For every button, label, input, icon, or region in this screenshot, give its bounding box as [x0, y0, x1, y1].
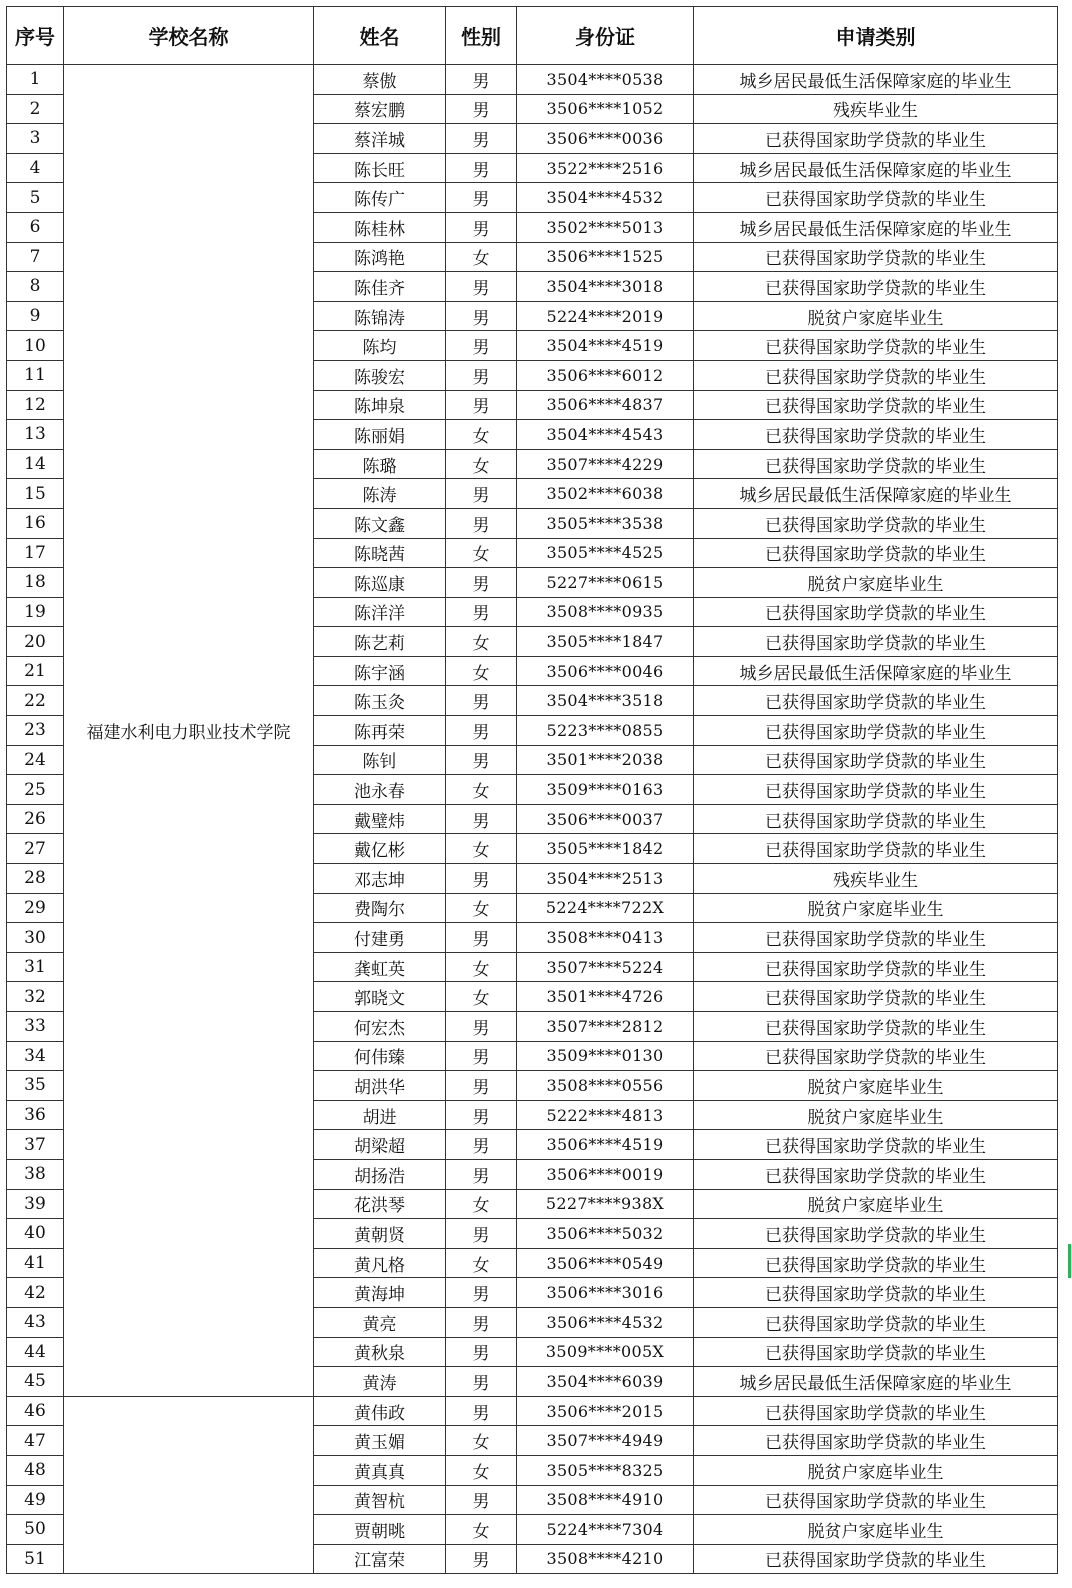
student-gender: 女	[446, 1426, 517, 1456]
student-id: 3504****2513	[517, 864, 694, 894]
student-gender: 男	[446, 508, 517, 538]
application-category: 已获得国家助学贷款的毕业生	[694, 627, 1058, 657]
student-gender: 女	[446, 538, 517, 568]
student-gender: 男	[446, 479, 517, 509]
student-name: 黄智杭	[314, 1485, 446, 1515]
application-category: 已获得国家助学贷款的毕业生	[694, 1219, 1058, 1249]
application-category: 脱贫户家庭毕业生	[694, 1455, 1058, 1485]
student-gender: 男	[446, 1307, 517, 1337]
student-id: 3506****3016	[517, 1278, 694, 1308]
student-name: 陈桂林	[314, 212, 446, 242]
application-category: 城乡居民最低生活保障家庭的毕业生	[694, 153, 1058, 183]
student-name: 黄朝贤	[314, 1219, 446, 1249]
row-index: 24	[7, 745, 64, 775]
row-index: 18	[7, 568, 64, 598]
student-id: 5223****0855	[517, 716, 694, 746]
student-id: 3504****0538	[517, 65, 694, 95]
row-index: 12	[7, 390, 64, 420]
row-index: 37	[7, 1130, 64, 1160]
student-gender: 男	[446, 1485, 517, 1515]
application-category: 脱贫户家庭毕业生	[694, 1071, 1058, 1101]
student-id: 3509****0130	[517, 1041, 694, 1071]
student-gender: 女	[446, 420, 517, 450]
application-category: 城乡居民最低生活保障家庭的毕业生	[694, 1367, 1058, 1397]
application-category: 已获得国家助学贷款的毕业生	[694, 390, 1058, 420]
student-name: 陈传广	[314, 183, 446, 213]
student-gender: 男	[446, 331, 517, 361]
student-id: 3506****1525	[517, 242, 694, 272]
student-gender: 女	[446, 952, 517, 982]
student-name: 陈锦涛	[314, 301, 446, 331]
student-name: 陈钊	[314, 745, 446, 775]
row-index: 30	[7, 923, 64, 953]
student-id: 5227****0615	[517, 568, 694, 598]
application-category: 已获得国家助学贷款的毕业生	[694, 952, 1058, 982]
student-name: 陈洋洋	[314, 597, 446, 627]
student-gender: 男	[446, 183, 517, 213]
application-category: 已获得国家助学贷款的毕业生	[694, 1544, 1058, 1574]
student-name: 戴亿彬	[314, 834, 446, 864]
header-gender: 性别	[446, 7, 517, 65]
student-gender: 女	[446, 242, 517, 272]
student-gender: 男	[446, 745, 517, 775]
student-gender: 女	[446, 893, 517, 923]
header-index: 序号	[7, 7, 64, 65]
student-name: 陈宇涵	[314, 656, 446, 686]
student-gender: 女	[446, 834, 517, 864]
student-gender: 男	[446, 1396, 517, 1426]
student-gender: 男	[446, 1544, 517, 1574]
application-category: 已获得国家助学贷款的毕业生	[694, 1278, 1058, 1308]
school-name: 福建水利电力职业技术学院	[64, 65, 314, 1397]
student-name: 何宏杰	[314, 1012, 446, 1042]
student-name: 陈骏宏	[314, 360, 446, 390]
student-id: 3505****1842	[517, 834, 694, 864]
application-category: 残疾毕业生	[694, 94, 1058, 124]
student-name: 蔡洋城	[314, 124, 446, 154]
application-category: 脱贫户家庭毕业生	[694, 1515, 1058, 1545]
student-name: 陈丽娟	[314, 420, 446, 450]
student-gender: 男	[446, 65, 517, 95]
student-id: 3504****4519	[517, 331, 694, 361]
application-category: 城乡居民最低生活保障家庭的毕业生	[694, 479, 1058, 509]
student-name: 陈均	[314, 331, 446, 361]
student-gender: 男	[446, 1367, 517, 1397]
row-index: 21	[7, 656, 64, 686]
student-gender: 男	[446, 360, 517, 390]
student-id: 3501****2038	[517, 745, 694, 775]
application-category: 已获得国家助学贷款的毕业生	[694, 242, 1058, 272]
student-name: 江富荣	[314, 1544, 446, 1574]
student-name: 陈佳齐	[314, 272, 446, 302]
header-school: 学校名称	[64, 7, 314, 65]
student-id: 3508****0935	[517, 597, 694, 627]
row-index: 9	[7, 301, 64, 331]
student-gender: 女	[446, 775, 517, 805]
application-category: 已获得国家助学贷款的毕业生	[694, 1307, 1058, 1337]
row-index: 35	[7, 1071, 64, 1101]
row-index: 34	[7, 1041, 64, 1071]
row-index: 44	[7, 1337, 64, 1367]
student-id: 3506****4837	[517, 390, 694, 420]
row-index: 16	[7, 508, 64, 538]
table-row	[7, 1396, 1058, 1426]
student-name: 花洪琴	[314, 1189, 446, 1219]
row-index: 39	[7, 1189, 64, 1219]
application-category: 脱贫户家庭毕业生	[694, 301, 1058, 331]
row-index: 7	[7, 242, 64, 272]
student-name: 胡扬浩	[314, 1159, 446, 1189]
row-index: 51	[7, 1544, 64, 1574]
student-name: 黄伟政	[314, 1396, 446, 1426]
student-gender: 女	[446, 982, 517, 1012]
student-gender: 男	[446, 1130, 517, 1160]
student-id: 3506****4519	[517, 1130, 694, 1160]
student-name: 池永春	[314, 775, 446, 805]
row-index: 13	[7, 420, 64, 450]
application-category: 脱贫户家庭毕业生	[694, 893, 1058, 923]
header-name: 姓名	[314, 7, 446, 65]
row-index: 47	[7, 1426, 64, 1456]
student-name: 贾朝晀	[314, 1515, 446, 1545]
student-name: 陈文鑫	[314, 508, 446, 538]
row-index: 41	[7, 1248, 64, 1278]
student-id: 3506****1052	[517, 94, 694, 124]
application-category: 脱贫户家庭毕业生	[694, 1189, 1058, 1219]
student-name: 陈鸿艳	[314, 242, 446, 272]
student-id: 3505****3538	[517, 508, 694, 538]
student-gender: 女	[446, 656, 517, 686]
student-name: 胡进	[314, 1100, 446, 1130]
student-gender: 男	[446, 272, 517, 302]
student-id: 3504****3018	[517, 272, 694, 302]
student-gender: 男	[446, 212, 517, 242]
application-category: 已获得国家助学贷款的毕业生	[694, 1337, 1058, 1367]
student-gender: 女	[446, 449, 517, 479]
student-gender: 男	[446, 686, 517, 716]
row-index: 43	[7, 1307, 64, 1337]
row-index: 8	[7, 272, 64, 302]
application-category: 已获得国家助学贷款的毕业生	[694, 804, 1058, 834]
application-category: 已获得国家助学贷款的毕业生	[694, 508, 1058, 538]
student-gender: 男	[446, 94, 517, 124]
application-category: 已获得国家助学贷款的毕业生	[694, 686, 1058, 716]
student-gender: 男	[446, 153, 517, 183]
student-id: 3522****2516	[517, 153, 694, 183]
row-index: 46	[7, 1396, 64, 1426]
student-id: 3505****8325	[517, 1455, 694, 1485]
student-name: 陈再荣	[314, 716, 446, 746]
application-category: 已获得国家助学贷款的毕业生	[694, 1041, 1058, 1071]
student-id: 5227****938X	[517, 1189, 694, 1219]
header-id: 身份证	[517, 7, 694, 65]
student-gender: 男	[446, 597, 517, 627]
student-id: 3506****0036	[517, 124, 694, 154]
student-name: 黄海坤	[314, 1278, 446, 1308]
student-id: 3506****0037	[517, 804, 694, 834]
application-category: 已获得国家助学贷款的毕业生	[694, 923, 1058, 953]
row-index: 22	[7, 686, 64, 716]
student-id: 3504****3518	[517, 686, 694, 716]
row-index: 50	[7, 1515, 64, 1545]
table-row	[7, 65, 1058, 95]
application-category: 已获得国家助学贷款的毕业生	[694, 1426, 1058, 1456]
header-category: 申请类别	[694, 7, 1058, 65]
row-index: 42	[7, 1278, 64, 1308]
student-gender: 男	[446, 923, 517, 953]
student-name: 郭晓文	[314, 982, 446, 1012]
application-category: 已获得国家助学贷款的毕业生	[694, 420, 1058, 450]
application-category: 已获得国家助学贷款的毕业生	[694, 745, 1058, 775]
student-gender: 女	[446, 627, 517, 657]
row-index: 4	[7, 153, 64, 183]
student-gender: 男	[446, 1278, 517, 1308]
row-index: 20	[7, 627, 64, 657]
application-category: 已获得国家助学贷款的毕业生	[694, 1396, 1058, 1426]
student-name: 胡梁超	[314, 1130, 446, 1160]
school-name	[64, 1396, 314, 1574]
student-id: 3506****5032	[517, 1219, 694, 1249]
student-id: 3506****0019	[517, 1159, 694, 1189]
table-body	[7, 65, 1058, 1574]
student-name: 陈艺莉	[314, 627, 446, 657]
student-id: 3506****0046	[517, 656, 694, 686]
row-index: 6	[7, 212, 64, 242]
student-name: 蔡宏鹏	[314, 94, 446, 124]
student-gender: 男	[446, 124, 517, 154]
student-id: 3506****0549	[517, 1248, 694, 1278]
student-name: 陈巡康	[314, 568, 446, 598]
student-name: 陈璐	[314, 449, 446, 479]
row-index: 32	[7, 982, 64, 1012]
row-index: 10	[7, 331, 64, 361]
student-id: 3508****4910	[517, 1485, 694, 1515]
student-gender: 女	[446, 1455, 517, 1485]
row-index: 26	[7, 804, 64, 834]
student-id: 3505****1847	[517, 627, 694, 657]
row-index: 48	[7, 1455, 64, 1485]
row-index: 28	[7, 864, 64, 894]
row-index: 15	[7, 479, 64, 509]
student-name: 黄玉媚	[314, 1426, 446, 1456]
student-id: 3506****6012	[517, 360, 694, 390]
student-id: 3504****4532	[517, 183, 694, 213]
student-id: 3502****6038	[517, 479, 694, 509]
student-id: 5222****4813	[517, 1100, 694, 1130]
student-gender: 男	[446, 804, 517, 834]
student-gender: 女	[446, 1248, 517, 1278]
row-index: 29	[7, 893, 64, 923]
row-index: 3	[7, 124, 64, 154]
student-gender: 男	[446, 568, 517, 598]
student-id: 3509****005X	[517, 1337, 694, 1367]
application-category: 已获得国家助学贷款的毕业生	[694, 449, 1058, 479]
student-name: 付建勇	[314, 923, 446, 953]
row-index: 2	[7, 94, 64, 124]
row-index: 1	[7, 65, 64, 95]
application-category: 已获得国家助学贷款的毕业生	[694, 1248, 1058, 1278]
student-name: 黄真真	[314, 1455, 446, 1485]
row-index: 11	[7, 360, 64, 390]
application-category: 已获得国家助学贷款的毕业生	[694, 716, 1058, 746]
row-index: 17	[7, 538, 64, 568]
student-id: 3508****0556	[517, 1071, 694, 1101]
student-id: 3507****2812	[517, 1012, 694, 1042]
student-name: 陈涛	[314, 479, 446, 509]
application-category: 已获得国家助学贷款的毕业生	[694, 1159, 1058, 1189]
student-id: 5224****722X	[517, 893, 694, 923]
student-id: 3509****0163	[517, 775, 694, 805]
student-id: 3504****6039	[517, 1367, 694, 1397]
student-name: 邓志坤	[314, 864, 446, 894]
row-index: 27	[7, 834, 64, 864]
student-name: 黄涛	[314, 1367, 446, 1397]
student-gender: 男	[446, 1337, 517, 1367]
student-name: 黄亮	[314, 1307, 446, 1337]
header-row	[7, 7, 1058, 65]
application-category: 已获得国家助学贷款的毕业生	[694, 1485, 1058, 1515]
row-index: 36	[7, 1100, 64, 1130]
application-category: 残疾毕业生	[694, 864, 1058, 894]
student-gender: 女	[446, 1515, 517, 1545]
student-name: 费陶尔	[314, 893, 446, 923]
student-gender: 女	[446, 1189, 517, 1219]
student-id: 3506****2015	[517, 1396, 694, 1426]
student-id: 3501****4726	[517, 982, 694, 1012]
selection-marker	[1068, 1244, 1071, 1278]
student-name: 龚虹英	[314, 952, 446, 982]
student-name: 陈晓茜	[314, 538, 446, 568]
student-name: 黄秋泉	[314, 1337, 446, 1367]
student-id: 5224****2019	[517, 301, 694, 331]
application-category: 已获得国家助学贷款的毕业生	[694, 183, 1058, 213]
student-name: 戴璧炜	[314, 804, 446, 834]
row-index: 31	[7, 952, 64, 982]
application-category: 已获得国家助学贷款的毕业生	[694, 360, 1058, 390]
student-id: 3508****0413	[517, 923, 694, 953]
row-index: 5	[7, 183, 64, 213]
row-index: 45	[7, 1367, 64, 1397]
application-category: 已获得国家助学贷款的毕业生	[694, 597, 1058, 627]
student-id: 5224****7304	[517, 1515, 694, 1545]
student-name: 胡洪华	[314, 1071, 446, 1101]
row-index: 23	[7, 716, 64, 746]
applicant-table	[6, 6, 1058, 1574]
student-name: 黄凡格	[314, 1248, 446, 1278]
application-category: 已获得国家助学贷款的毕业生	[694, 1130, 1058, 1160]
application-category: 城乡居民最低生活保障家庭的毕业生	[694, 65, 1058, 95]
application-category: 城乡居民最低生活保障家庭的毕业生	[694, 656, 1058, 686]
application-category: 已获得国家助学贷款的毕业生	[694, 538, 1058, 568]
row-index: 33	[7, 1012, 64, 1042]
student-name: 蔡傲	[314, 65, 446, 95]
student-id: 3507****5224	[517, 952, 694, 982]
student-id: 3507****4949	[517, 1426, 694, 1456]
student-gender: 男	[446, 1159, 517, 1189]
row-index: 38	[7, 1159, 64, 1189]
student-id: 3502****5013	[517, 212, 694, 242]
row-index: 49	[7, 1485, 64, 1515]
application-category: 脱贫户家庭毕业生	[694, 1100, 1058, 1130]
row-index: 14	[7, 449, 64, 479]
row-index: 19	[7, 597, 64, 627]
student-gender: 男	[446, 1041, 517, 1071]
application-category: 已获得国家助学贷款的毕业生	[694, 124, 1058, 154]
application-category: 脱贫户家庭毕业生	[694, 568, 1058, 598]
student-id: 3504****4543	[517, 420, 694, 450]
student-gender: 男	[446, 1071, 517, 1101]
student-gender: 男	[446, 1219, 517, 1249]
student-id: 3507****4229	[517, 449, 694, 479]
row-index: 25	[7, 775, 64, 805]
student-name: 陈坤泉	[314, 390, 446, 420]
student-gender: 男	[446, 301, 517, 331]
application-category: 已获得国家助学贷款的毕业生	[694, 272, 1058, 302]
application-category: 已获得国家助学贷款的毕业生	[694, 1012, 1058, 1042]
application-category: 城乡居民最低生活保障家庭的毕业生	[694, 212, 1058, 242]
student-name: 何伟臻	[314, 1041, 446, 1071]
student-id: 3506****4532	[517, 1307, 694, 1337]
student-gender: 男	[446, 864, 517, 894]
application-category: 已获得国家助学贷款的毕业生	[694, 775, 1058, 805]
student-gender: 男	[446, 1100, 517, 1130]
student-gender: 男	[446, 716, 517, 746]
application-category: 已获得国家助学贷款的毕业生	[694, 982, 1058, 1012]
student-gender: 男	[446, 390, 517, 420]
student-gender: 男	[446, 1012, 517, 1042]
application-category: 已获得国家助学贷款的毕业生	[694, 834, 1058, 864]
student-name: 陈玉灸	[314, 686, 446, 716]
row-index: 40	[7, 1219, 64, 1249]
application-category: 已获得国家助学贷款的毕业生	[694, 331, 1058, 361]
student-id: 3508****4210	[517, 1544, 694, 1574]
student-id: 3505****4525	[517, 538, 694, 568]
student-name: 陈长旺	[314, 153, 446, 183]
